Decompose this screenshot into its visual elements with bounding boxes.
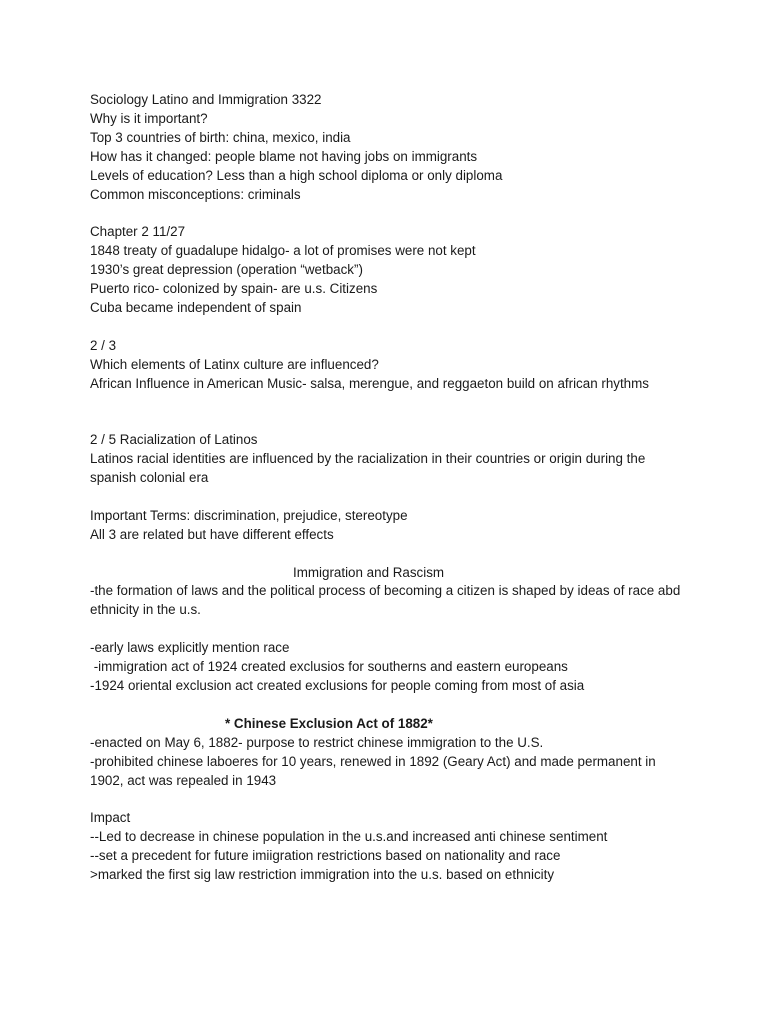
spacer [90,545,690,564]
chinese-act-paragraph: -prohibited chinese laboeres for 10 years, renewed in 1892 (Geary Act) and made permanent in 1902, act was repealed in 1943 [90,753,656,788]
impact-line: >marked the first sig law restriction immigration into the u.s. based on ethnicity [90,867,555,883]
impact-line: --set a precedent for future imiigration restrictions based on nationality and race [90,848,561,864]
spacer [90,696,690,715]
impact-heading: Impact [90,810,131,826]
chinese-act-line: -enacted on May 6, 1882- purpose to restrict chinese immigration to the U.S. [90,734,544,750]
document-page [90,91,690,885]
chapter2-line: Puerto rico- colonized by spain- are u.s. Citizens [90,281,378,297]
racism-heading: Immigration and Rascism [293,564,445,580]
chapter2-line: 1848 treaty of guadalupe hidalgo- a lot of promises were not kept [90,243,476,259]
spacer [90,393,690,431]
racism-paragraph: -the formation of laws and the political process of becoming a citizen is shaped by ideas of race abd ethnicity in the u.s. [90,583,681,618]
feb3-line: Which elements of Latinx culture are influenced? [90,356,379,372]
terms-line: All 3 are related but have different effects [90,526,334,542]
spacer [90,204,690,223]
intro-line: How has it changed: people blame not having jobs on immigrants [90,148,478,164]
racism-law-line: -immigration act of 1924 created exclusios for southerns and eastern europeans [90,659,568,675]
intro-line: Levels of education? Less than a high school diploma or only diploma [90,167,503,183]
spacer [90,318,690,337]
chinese-act-heading: * Chinese Exclusion Act of 1882* [225,715,433,731]
spacer [90,620,690,639]
feb3-line: African Influence in American Music- salsa, merengue, and reggaeton build on african rhythms [90,375,649,391]
intro-line: Top 3 countries of birth: china, mexico, india [90,129,351,145]
chapter2-line: Cuba became independent of spain [90,299,302,315]
spacer [90,488,690,507]
racism-law-line: -1924 oriental exclusion act created exclusions for people coming from most of asia [90,678,585,693]
chapter2-line: 1930’s great depression (operation “wetback”) [90,262,363,278]
intro-line: Why is it important? [90,110,208,126]
chapter2-heading: Chapter 2 11/27 [90,224,186,240]
racism-law-line: -early laws explicitly mention race [90,640,290,656]
feb5-paragraph: Latinos racial identities are influenced by the racialization in their countries or origin during the spanish colonial era [90,451,646,486]
feb3-heading: 2 / 3 [90,337,117,353]
feb5-heading: 2 / 5 Racialization of Latinos [90,432,258,448]
impact-line: --Led to decrease in chinese population in the u.s.and increased anti chinese sentiment [90,829,608,845]
spacer [90,790,690,809]
intro-line: Common misconceptions: criminals [90,186,301,202]
course-title: Sociology Latino and Immigration 3322 [90,92,322,107]
terms-line: Important Terms: discrimination, prejudice, stereotype [90,507,408,523]
